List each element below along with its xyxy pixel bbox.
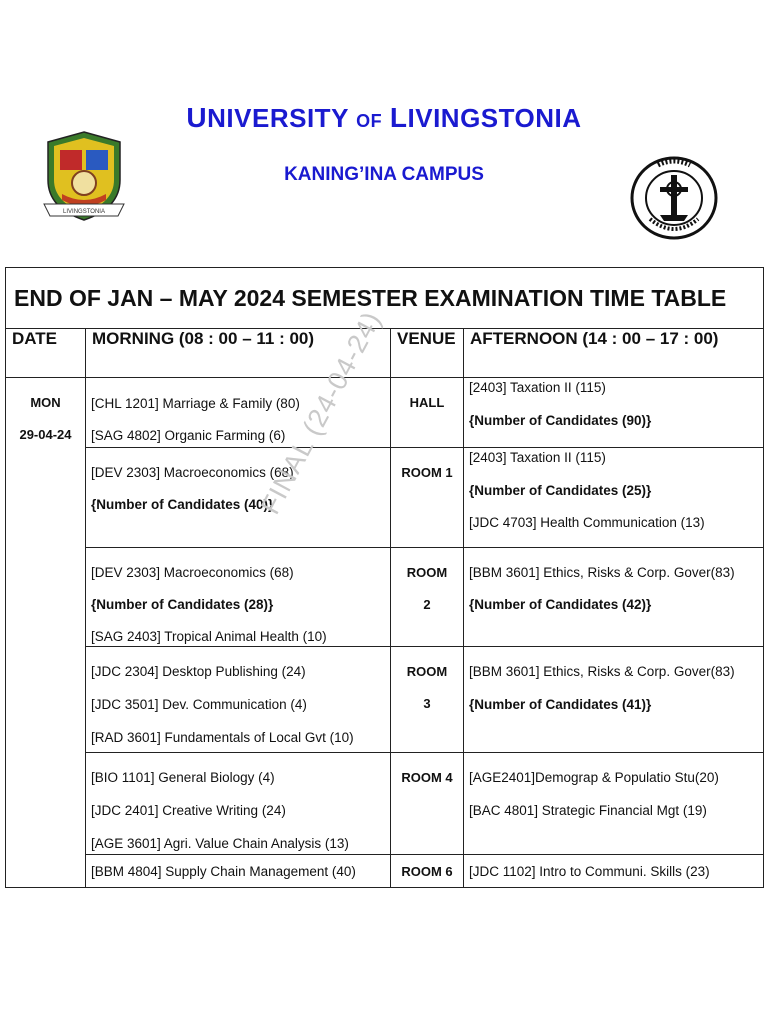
header-morning: MORNING (08 : 00 – 11 : 00) [86,329,391,378]
university-title: UNIVERSITY OF LIVINGSTONIA [186,102,582,133]
ccap-seal-icon [630,155,718,241]
venue-name: HALL [409,395,445,410]
exam-date: 29-04-24 [19,427,72,442]
afternoon-course: [2403] Taxation II (115) [469,380,606,395]
table-row [6,753,764,855]
venue-name: ROOM 1 [401,465,453,480]
venue-name: ROOM 4 [401,770,453,785]
morning-course: [DEV 2303] Macroeconomics (68) [91,465,294,480]
venue-name: ROOM 6 [401,864,453,879]
afternoon-cell [464,448,764,548]
venue-number: 2 [423,597,431,612]
morning-cell [86,753,391,855]
campus-name: KANING’INA CAMPUS [284,164,484,185]
afternoon-cell [464,378,764,448]
venue-name: ROOM [406,565,448,580]
morning-course: [JDC 2401] Creative Writing (24) [91,803,286,818]
table-row [6,448,764,548]
afternoon-cell [464,855,764,888]
venue-cell [391,448,464,548]
timetable-title: END OF JAN – MAY 2024 SEMESTER EXAMINATION TIME TABLE [6,268,764,329]
svg-text:LIVINGSTONIA: LIVINGSTONIA [63,209,105,215]
afternoon-course: [2403] Taxation II (115) [469,450,606,465]
date-cell [6,378,86,888]
venue-cell [391,647,464,753]
morning-course: [CHL 1201] Marriage & Family (80) [91,396,300,411]
afternoon-cell [464,753,764,855]
candidate-count: {Number of Candidates (90)} [469,413,652,428]
afternoon-course: [JDC 4703] Health Communication (13) [469,515,705,530]
afternoon-course: [BAC 4801] Strategic Financial Mgt (19) [469,803,707,818]
header-venue: VENUE [391,329,464,378]
final-watermark: FINAL (24-04-24) [255,306,388,520]
venue-cell [391,753,464,855]
table-row [6,647,764,753]
morning-course: [JDC 3501] Dev. Communication (4) [91,697,307,712]
morning-course: [SAG 4802] Organic Farming (6) [91,428,286,443]
candidate-count: {Number of Candidates (41)} [469,697,652,712]
afternoon-course: [BBM 3601] Ethics, Risks & Corp. Gover(83) [469,565,735,580]
morning-course: [BIO 1101] General Biology (4) [91,770,275,785]
candidate-count: {Number of Candidates (40)} [91,497,274,512]
exam-day: MON [30,395,61,410]
table-row [6,855,764,888]
afternoon-course: [AGE2401]Demograp & Populatio Stu(20) [469,770,719,785]
afternoon-course: [JDC 1102] Intro to Communi. Skills (23) [469,864,710,879]
candidate-count: {Number of Candidates (25)} [469,483,652,498]
table-row [6,548,764,647]
header-afternoon: AFTERNOON (14 : 00 – 17 : 00) [464,329,764,378]
header-date: DATE [6,329,86,378]
morning-course: [DEV 2303] Macroeconomics (68) [91,565,294,580]
morning-cell [86,548,391,647]
candidate-count: {Number of Candidates (42)} [469,597,652,612]
venue-number: 3 [423,696,431,711]
afternoon-cell [464,647,764,753]
venue-name: ROOM [406,664,448,679]
morning-course: [BBM 4804] Supply Chain Management (40) [91,864,356,879]
morning-course: [SAG 2403] Tropical Animal Health (10) [91,629,327,644]
table-row [6,378,764,448]
afternoon-course: [BBM 3601] Ethics, Risks & Corp. Gover(83) [469,664,735,679]
afternoon-cell [464,548,764,647]
morning-cell [86,855,391,888]
venue-cell [391,548,464,647]
candidate-count: {Number of Candidates (28)} [91,597,274,612]
morning-cell [86,448,391,548]
exam-timetable [5,267,764,888]
morning-course: [AGE 3601] Agri. Value Chain Analysis (13) [91,836,349,851]
venue-cell [391,855,464,888]
morning-cell [86,647,391,753]
morning-course: [JDC 2304] Desktop Publishing (24) [91,664,306,679]
university-crest-icon [40,128,128,224]
venue-cell [391,378,464,448]
morning-course: [RAD 3601] Fundamentals of Local Gvt (10) [91,730,354,745]
